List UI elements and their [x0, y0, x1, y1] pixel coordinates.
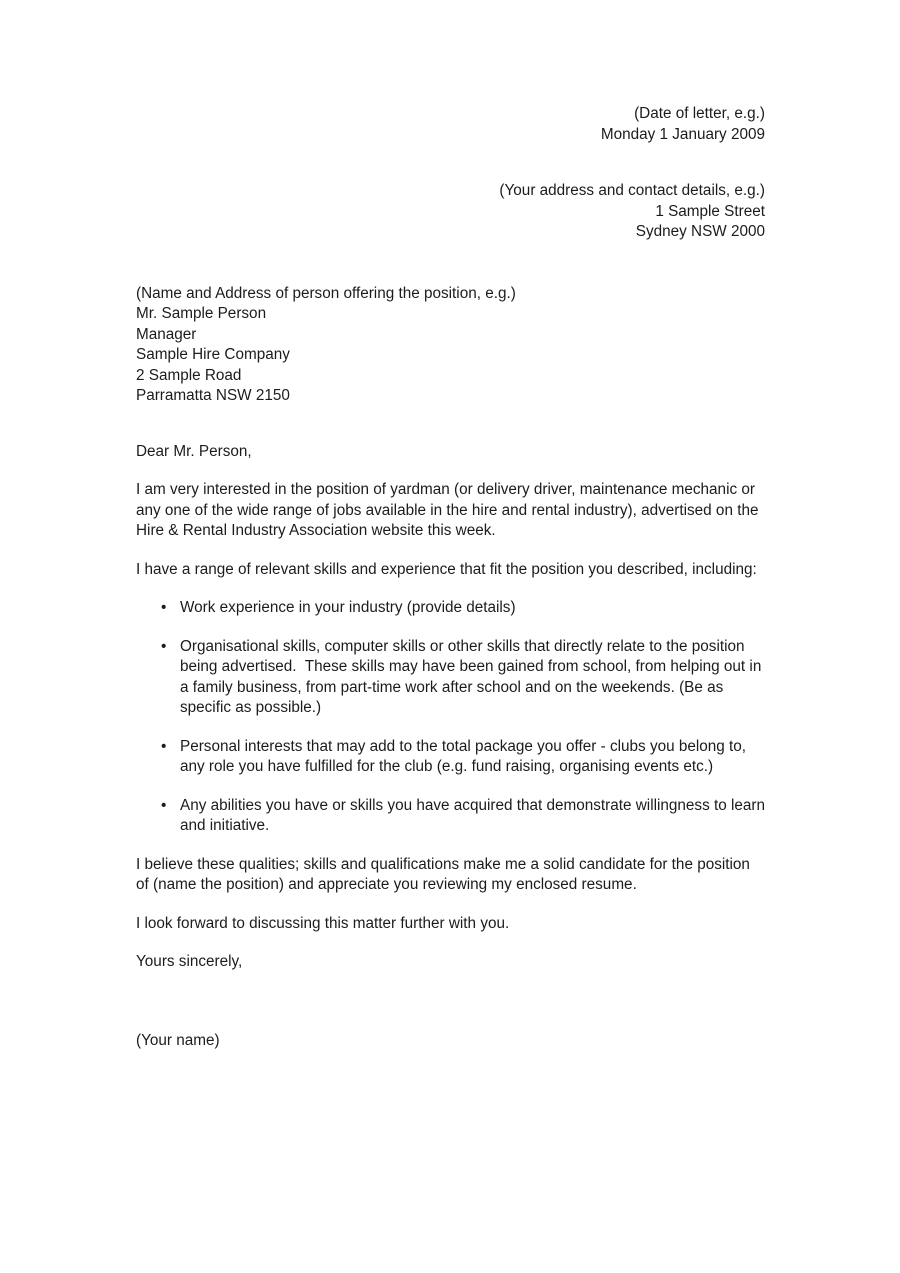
bullet-point-icon: •	[161, 599, 167, 616]
list-item	[136, 737, 765, 778]
spacer-after-date	[136, 145, 765, 181]
sender-address-block	[136, 181, 765, 243]
signature-space	[136, 991, 765, 1031]
bullet-point-icon: •	[161, 637, 167, 655]
spacer-after-recipient	[136, 407, 765, 442]
recipient-city: Parramatta NSW 2150	[136, 387, 290, 404]
date-block	[136, 104, 765, 145]
salutation: Dear Mr. Person,	[136, 442, 252, 460]
list-item	[136, 796, 770, 837]
recipient-title: Manager	[136, 325, 197, 343]
recipient-address-block	[136, 284, 765, 407]
letter-content	[136, 104, 770, 1051]
signature-name: (Your name)	[136, 1031, 220, 1049]
sender-address-city: Sydney NSW 2000	[635, 223, 765, 240]
spacer-after-sender	[136, 243, 765, 284]
list-item-text: Personal interests that may add to the total package you offer - clubs you belong to, any role you have fulfilled for the club (e.g. fund raising, organising events etc.)	[180, 737, 751, 775]
list-item	[136, 598, 765, 619]
list-item	[136, 637, 765, 719]
recipient-label: (Name and Address of person offering the position, e.g.)	[136, 284, 516, 302]
skills-bullet-list	[136, 598, 770, 837]
sender-address-label: (Your address and contact details, e.g.)	[499, 182, 765, 199]
valediction: Yours sincerely,	[136, 953, 243, 970]
date-label: (Date of letter, e.g.)	[634, 105, 765, 122]
sender-address-street: 1 Sample Street	[655, 202, 765, 220]
date-value: Monday 1 January 2009	[600, 125, 765, 143]
body-paragraph-4: I look forward to discussing this matter further with you.	[136, 914, 510, 932]
list-item-text: Any abilities you have or skills you have acquired that demonstrate willingness to learn and initiative.	[180, 796, 770, 834]
recipient-name: Mr. Sample Person	[136, 305, 267, 322]
bullet-point-icon: •	[161, 796, 167, 814]
bullet-point-icon: •	[161, 737, 167, 755]
body-paragraph-3: I believe these qualities; skills and qualifications make me a solid candidate for the position of (name the position) and appreciate you reviewing my enclosed resume.	[136, 855, 750, 893]
list-item-text: Work experience in your industry (provide details)	[180, 599, 516, 616]
body-paragraph-2: I have a range of relevant skills and experience that fit the position you described, including:	[136, 560, 757, 578]
list-item-text: Organisational skills, computer skills or other skills that directly relate to the position being advertised. These skills may have been gained from school, from helping out in a family business, from part-time work after school and on the weekends. (Be as specific as possible.)	[180, 637, 766, 716]
body-paragraph-1: I am very interested in the position of yardman (or delivery driver, maintenance mechanic or any one of the wide range of jobs available in the hire and rental industry), advertised on the Hire & Rental Industry Association website this week.	[136, 481, 759, 539]
recipient-company: Sample Hire Company	[136, 346, 290, 363]
recipient-street: 2 Sample Road	[136, 366, 242, 384]
